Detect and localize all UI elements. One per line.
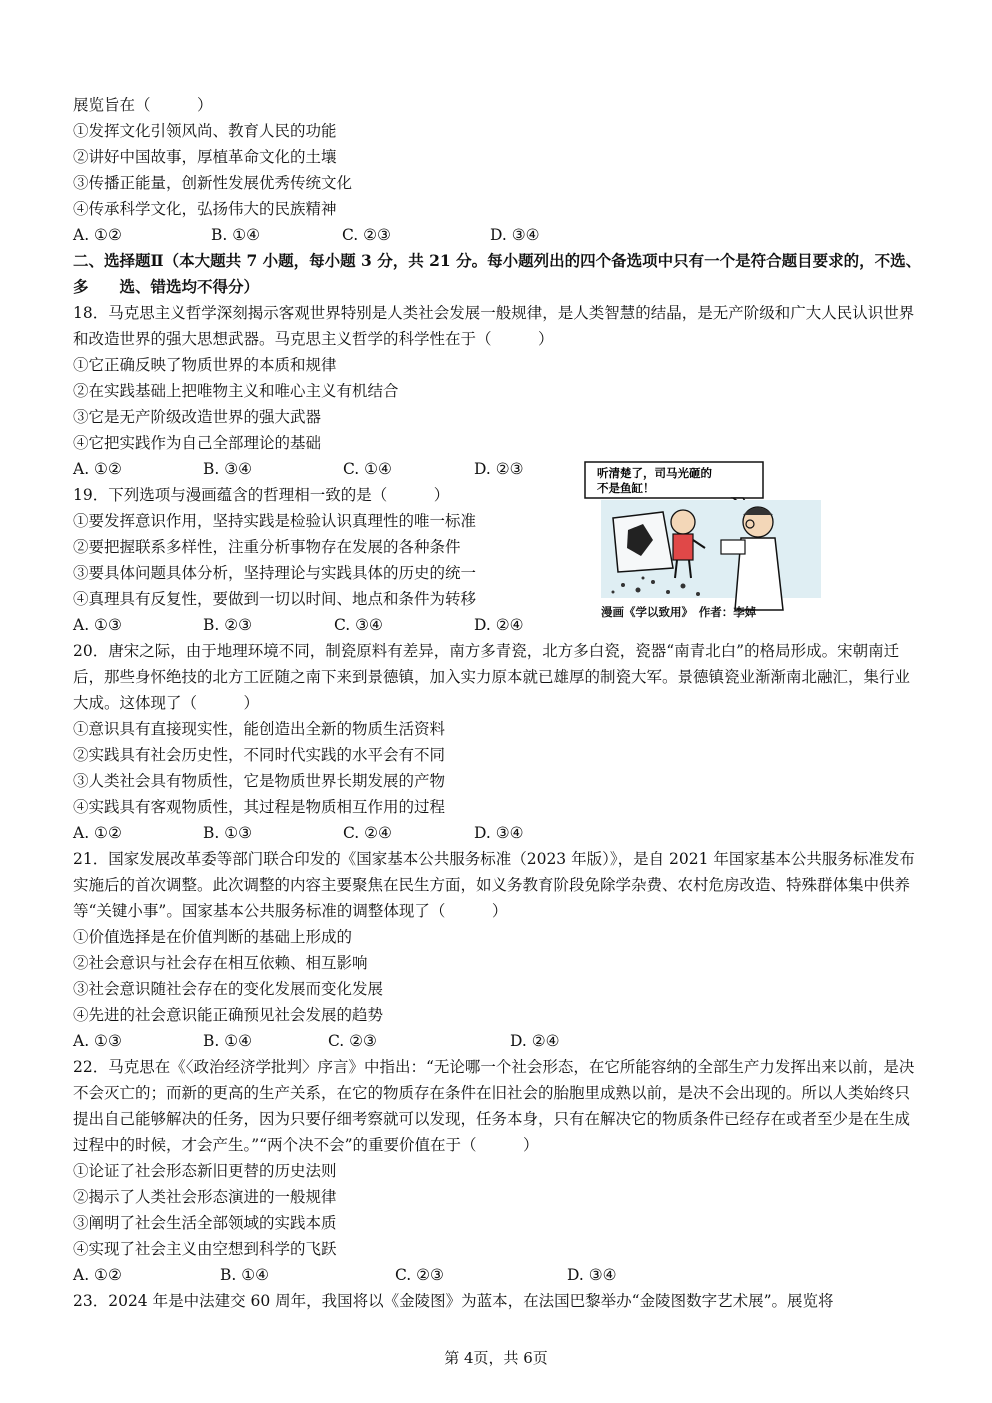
q20-item-4: ④实践具有客观物质性，其过程是物质相互作用的过程 [73,798,446,816]
exam-page [73,92,923,1314]
q17-item-1: ①发挥文化引领风尚、教育人民的功能 [73,122,337,140]
q22-option-c: C. ②③ [395,1266,444,1284]
q20-option-a: A. ①② [73,824,122,842]
q17-stem: 展览旨在（ ） [73,96,213,114]
q20-option-c: C. ②④ [343,824,392,842]
q18-option-d: D. ②③ [474,460,524,478]
q17-option-c: C. ②③ [342,226,391,244]
q19-option-b: B. ②③ [203,616,253,634]
q22-item-3: ③阐明了社会生活全部领域的实践本质 [73,1214,337,1232]
book-icon [721,540,745,554]
q19-item-4: ④真理具有反复性，要做到一切以时间、地点和条件为转移 [73,590,477,608]
child-body [673,534,693,560]
q19-stem: 19．下列选项与漫画蕴含的哲理相一致的是（ ） [73,486,450,504]
cartoon-caption: 漫画《学以致用》 作者：李婥 [601,605,757,619]
q23-stem: 23．2024 年是中法建交 60 周年，我国将以《金陵图》为蓝本，在法国巴黎举办“金陵图数字艺术展”。展览将 [73,1292,834,1310]
q18-item-4: ④它把实践作为自己全部理论的基础 [73,434,322,452]
q22-option-b: B. ①④ [220,1266,270,1284]
q20-stem: 20．唐宋之际，由于地理环境不同，制瓷原料有差异，南方多青瓷，北方多白瓷，瓷器“南青北白”的格局形成。宋朝南迁后，那些身怀绝技的北方工匠随之南下来到景德镇，加入实力原本就已雄厚的制瓷大军。景德镇瓷业渐渐南北融汇，集行业大成。这体现了（ ） [73,642,911,712]
q21-item-3: ③社会意识随社会存在的变化发展而变化发展 [73,980,384,998]
q18-option-c: C. ①④ [343,460,392,478]
q21-option-a: A. ①③ [73,1032,122,1050]
q21-item-1: ①价值选择是在价值判断的基础上形成的 [73,928,353,946]
q17-item-4: ④传承科学文化，弘扬伟大的民族精神 [73,200,337,218]
q17-option-d: D. ③④ [490,226,540,244]
q19-cartoon [583,460,823,620]
q21-item-2: ②社会意识与社会存在相互依赖、相互影响 [73,954,368,972]
q18-stem: 18．马克思主义哲学深刻揭示客观世界特别是人类社会发展一般规律，是人类智慧的结晶，是无产阶级和广大人民认识世界和改造世界的强大思想武器。马克思主义哲学的科学性在于（ ） [73,304,915,348]
q20-option-d: D. ③④ [474,824,524,842]
section-2-heading: 二、选择题Ⅱ（本大题共 7 小题，每小题 3 分，共 21 分。每小题列出的四个备选项中只有一个是符合题目要求的，不选、多 选、错选均不得分） [73,251,922,296]
cartoon-illustration [583,460,823,620]
q17-option-b: B. ①④ [211,226,261,244]
q20-item-3: ③人类社会具有物质性，它是物质世界长期发展的产物 [73,772,446,790]
speech-line-2: 不是鱼缸！ [597,481,655,495]
q17-options [73,222,923,248]
q21-option-b: B. ①④ [203,1032,253,1050]
child-head-icon [671,510,695,534]
q19-option-a: A. ①③ [73,616,122,634]
q21-option-d: D. ②④ [510,1032,560,1050]
q21-options [73,1028,923,1054]
q20-item-2: ②实践具有社会历史性，不同时代实践的水平会有不同 [73,746,446,764]
q22-option-d: D. ③④ [567,1266,617,1284]
q22-option-a: A. ①② [73,1266,122,1284]
page-footer: 第 4页，共 6页 [444,1349,548,1367]
q20-item-1: ①意识具有直接现实性，能创造出全新的物质生活资料 [73,720,446,738]
q22-item-2: ②揭示了人类社会形态演进的一般规律 [73,1188,337,1206]
q21-stem: 21．国家发展改革委等部门联合印发的《国家基本公共服务标准（2023 年版）》，是自 2021 年国家基本公共服务标准发布实施后的首次调整。此次调整的内容主要聚焦在民生方面，如义务教育阶段免除学杂费、农村危房改造、特殊群体集中供养等“关键小事”。国家基本公共服务标准的调整体现了（ ） [73,850,915,920]
q17-option-a: A. ①② [73,226,122,244]
q19-item-3: ③要具体问题具体分析，坚持理论与实践具体的历史的统一 [73,564,477,582]
speech-line-1: 听清楚了，司马光砸的 [597,466,712,480]
q19-item-2: ②要把握联系多样性，注重分析事物存在发展的各种条件 [73,538,461,556]
q19-option-d: D. ②④ [474,616,524,634]
q22-item-4: ④实现了社会主义由空想到科学的飞跃 [73,1240,337,1258]
q21-option-c: C. ②③ [328,1032,377,1050]
q17-item-3: ③传播正能量，创新性发展优秀传统文化 [73,174,353,192]
q22-options [73,1262,923,1288]
q18-option-a: A. ①② [73,460,122,478]
q18-item-3: ③它是无产阶级改造世界的强大武器 [73,408,322,426]
q17-item-2: ②讲好中国故事，厚植革命文化的土壤 [73,148,337,166]
q21-item-4: ④先进的社会意识能正确预见社会发展的趋势 [73,1006,384,1024]
q18-item-2: ②在实践基础上把唯物主义和唯心主义有机结合 [73,382,399,400]
q19-option-c: C. ③④ [334,616,383,634]
q18-option-b: B. ③④ [203,460,253,478]
q22-item-1: ①论证了社会形态新旧更替的历史法则 [73,1162,337,1180]
q20-option-b: B. ①③ [203,824,253,842]
q20-options [73,820,923,846]
q22-stem: 22．马克思在《〈政治经济学批判〉序言》中指出：“无论哪一个社会形态，在它所能容纳的全部生产力发挥出来以前，是决不会灭亡的；而新的更高的生产关系，在它的物质存在条件在旧社会的胎胞里成熟以前，是决不会出现的。所以人类始终只提出自己能够解决的任务，因为只要仔细考察就可以发现，任务本身，只有在解决它的物质条件已经存在或者至少是在生成过程中的时候，才会产生。”“两个决不会”的重要价值在于（ ） [73,1058,915,1154]
q18-item-1: ①它正确反映了物质世界的本质和规律 [73,356,337,374]
q19-item-1: ①要发挥意识作用，坚持实践是检验认识真理性的唯一标准 [73,512,477,530]
